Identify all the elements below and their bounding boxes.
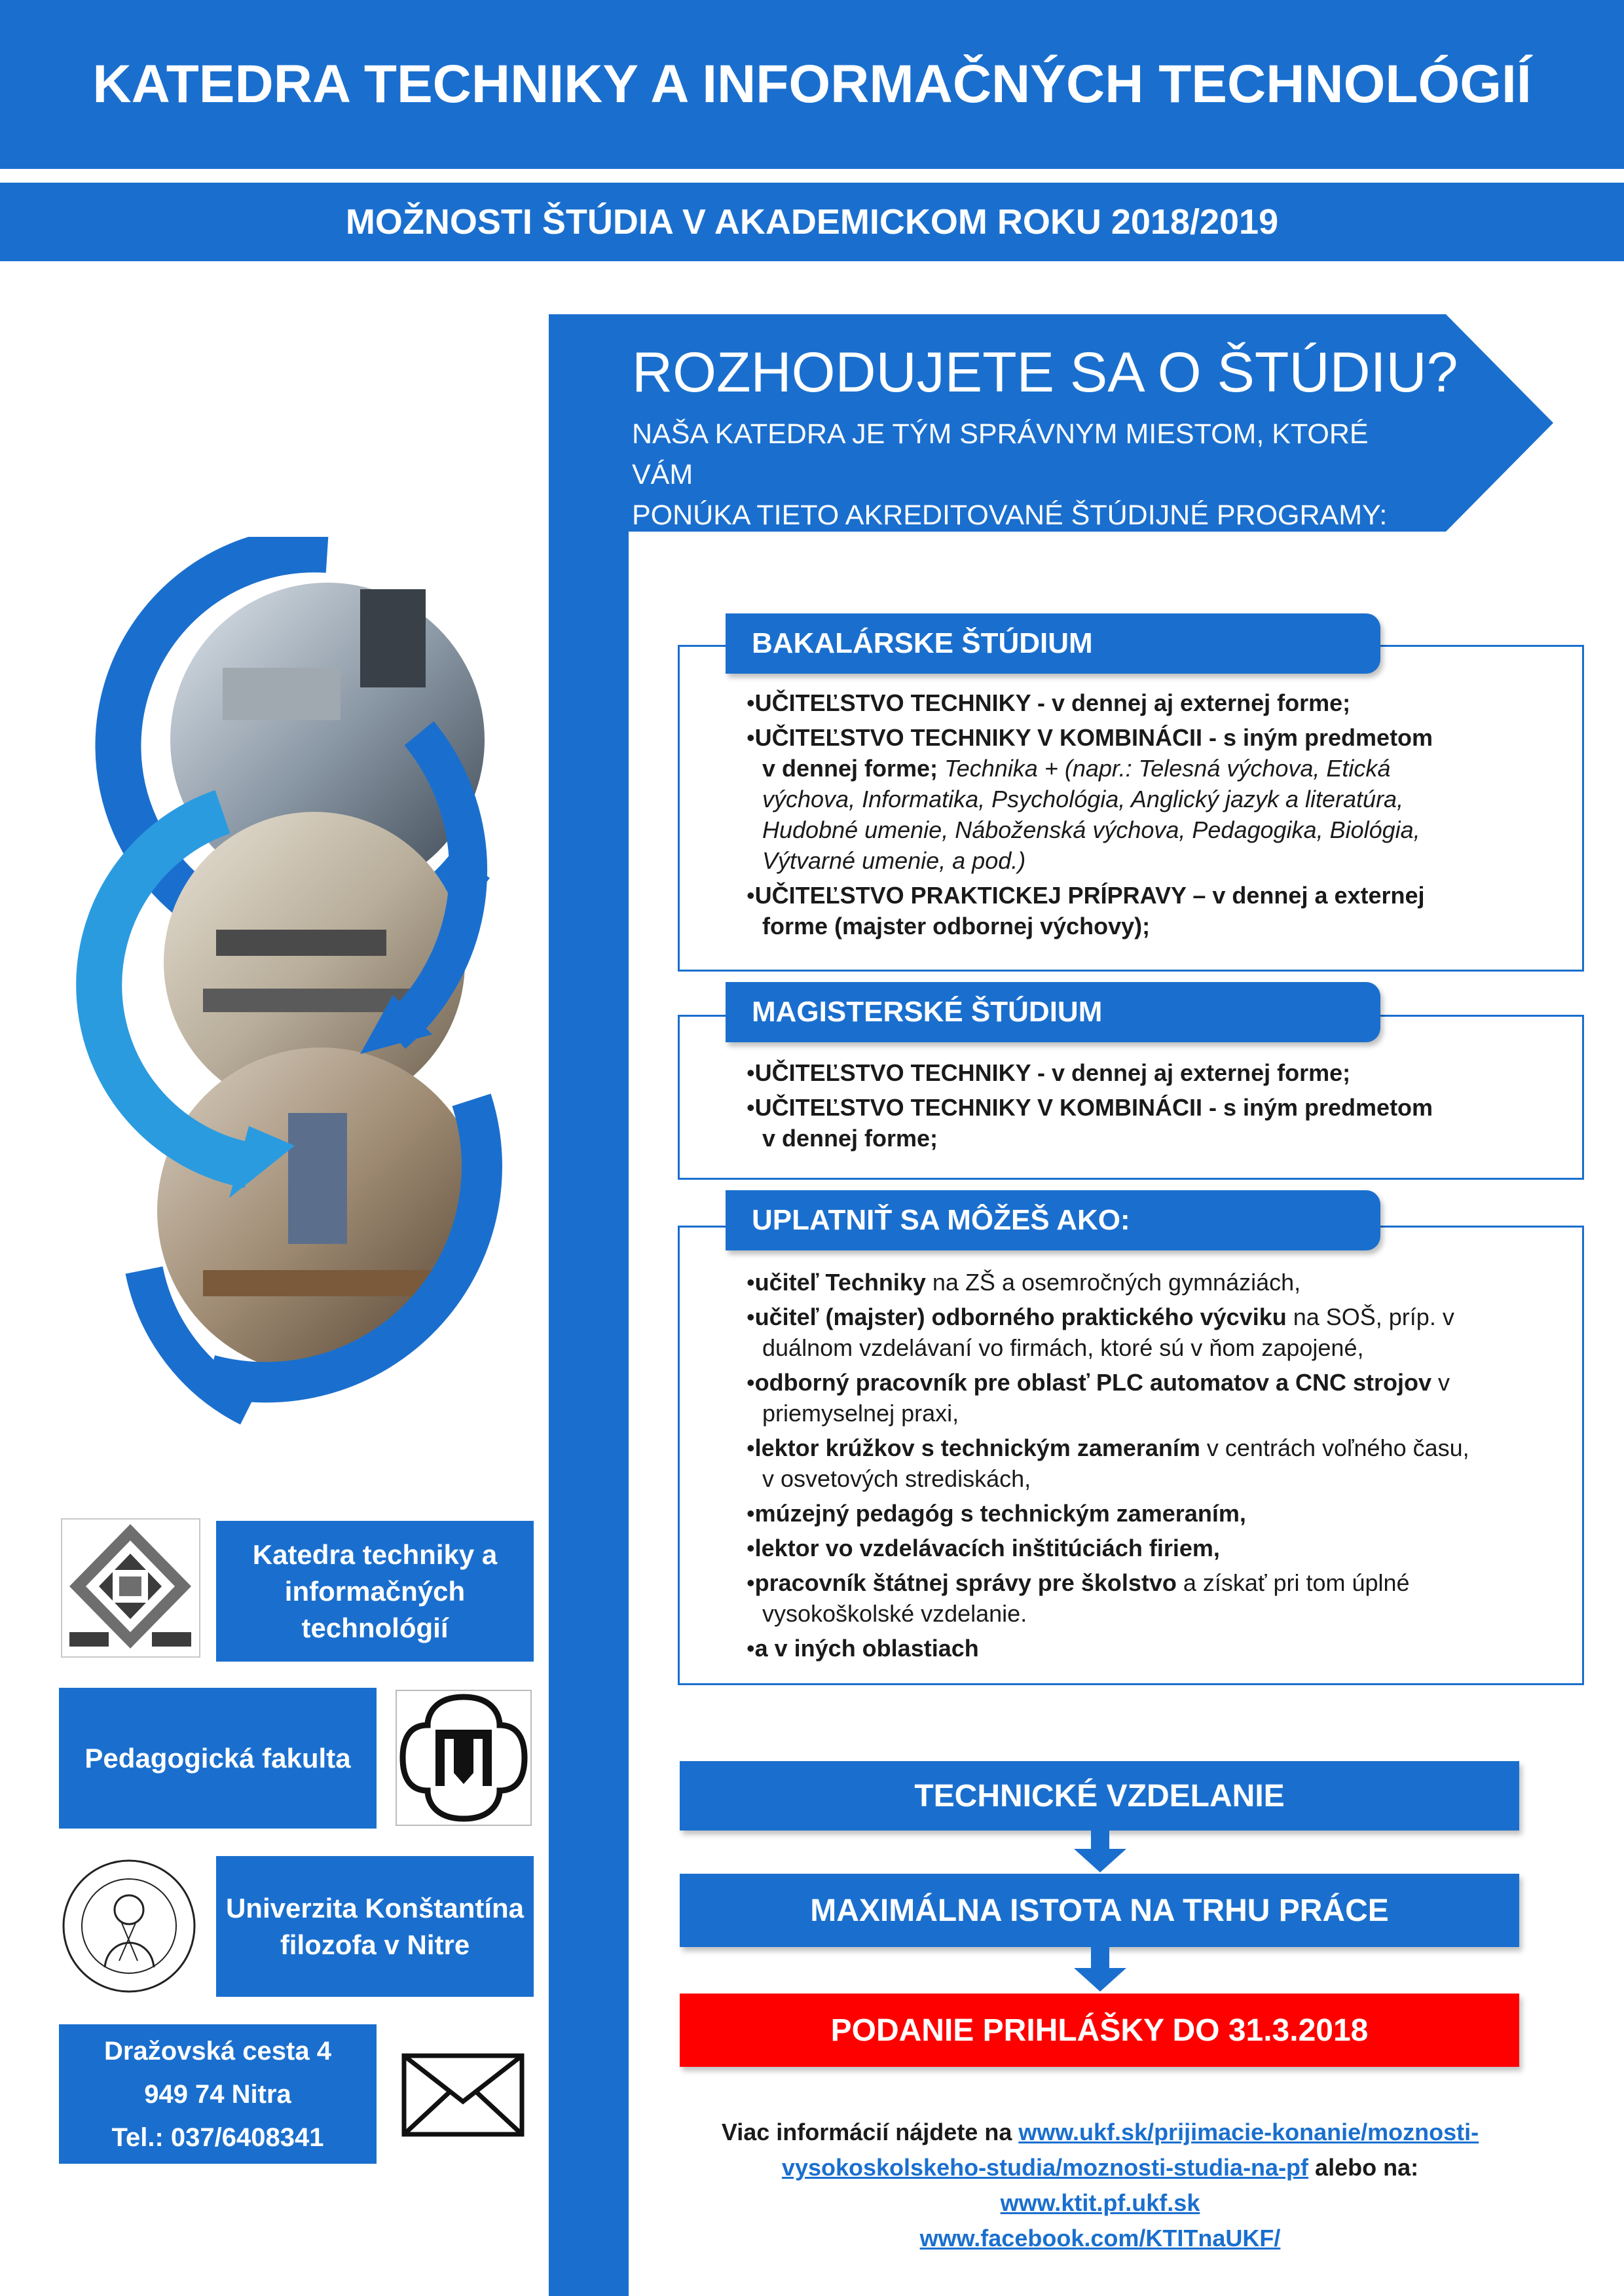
page-subtitle: MOŽNOSTI ŠTÚDIA V AKADEMICKOM ROKU 2018/2019 (0, 183, 1624, 261)
arrow-down-icon (1074, 1827, 1126, 1872)
intro-question: ROZHODUJETE SA O ŠTÚDIU? (632, 341, 1458, 404)
list-item: •lektor krúžkov s technickým zameraním v centrách voľného času, v osvetových strediskách, (747, 1434, 1469, 1492)
flow-step-2: MAXIMÁLNA ISTOTA NA TRHU PRÁCE (680, 1874, 1519, 1947)
list-item: •lektor vo vzdelávacích inštitúciách firiem, (747, 1535, 1220, 1561)
bachelor-list (747, 687, 1565, 945)
list-item: •UČITEĽSTVO PRAKTICKEJ PRÍPRAVY – v dennej a externej forme (majster odbornej výchovy); (747, 882, 1425, 939)
intro-line-1: NAŠA KATEDRA JE TÝM SPRÁVNYM MIESTOM, KTORÉ VÁM (632, 418, 1369, 490)
info-mid: alebo na: (1308, 2154, 1419, 2181)
list-item: •múzejný pedagóg s technickým zameraním, (747, 1500, 1246, 1527)
address-city: 949 74 Nitra (144, 2079, 291, 2109)
faculty-logo-icon (395, 1689, 532, 1827)
careers-heading: UPLATNIŤ SA MÔŽEŠ AKO: (726, 1190, 1380, 1250)
ukf-link[interactable]: www.ukf.sk/prijimacie-konanie/moznosti- (1018, 2119, 1479, 2145)
department-logo-icon (60, 1518, 201, 1658)
list-item: •učiteľ (majster) odborného praktického výcviku na SOŠ, príp. v duálnom vzdelávaní vo firmách, ktoré sú v ňom zapojené, (747, 1303, 1454, 1361)
flow-step-1: TECHNICKÉ VZDELANIE (680, 1761, 1519, 1831)
list-item: •odborný pracovník pre oblasť PLC automatov a CNC strojov v priemyselnej praxi, (747, 1369, 1450, 1427)
list-item: •a v iných oblastiach (747, 1635, 979, 1662)
master-heading: MAGISTERSKÉ ŠTÚDIUM (726, 982, 1380, 1042)
master-list (747, 1057, 1565, 1157)
info-lead: Viac informácií nájdete na (721, 2119, 1019, 2145)
list-item: •UČITEĽSTVO TECHNIKY V KOMBINÁCII - s iným predmetom v dennej forme; (747, 1094, 1433, 1152)
envelope-icon (401, 2052, 525, 2138)
intro-line-2: PONÚKA TIETO AKREDITOVANÉ ŠTÚDIJNÉ PROGRAMY: (632, 500, 1388, 531)
arrow-down-icon (1074, 1944, 1126, 1992)
faculty-name: Pedagogická fakulta (59, 1688, 377, 1829)
more-info (681, 2115, 1519, 2256)
ktit-link[interactable]: www.ktit.pf.ukf.sk (1000, 2189, 1200, 2216)
university-name: Univerzita Konštantína filozofa v Nitre (216, 1856, 534, 1997)
address-block (59, 2024, 377, 2164)
ukf-link-cont[interactable]: vysokoskolskeho-studia/moznosti-studia-na-pf (781, 2154, 1309, 2181)
photo-arrows-icon (52, 537, 576, 1434)
department-name: Katedra techniky a informačných technológií (216, 1521, 534, 1662)
address-street: Dražovská cesta 4 (104, 2036, 331, 2066)
list-item: •učiteľ Techniky na ZŠ a osemročných gymnáziách, (747, 1269, 1301, 1296)
page-title: KATEDRA TECHNIKY A INFORMAČNÝCH TECHNOLÓGIÍ (0, 0, 1624, 169)
list-item: •UČITEĽSTVO TECHNIKY - v dennej aj externej forme; (747, 689, 1351, 716)
flow-step-3: PODANIE PRIHLÁŠKY DO 31.3.2018 (680, 1994, 1519, 2067)
facebook-link[interactable]: www.facebook.com/KTITnaUKF/ (919, 2225, 1281, 2251)
university-seal-icon (59, 1856, 200, 1997)
list-item: •pracovník štátnej správy pre školstvo a získať pri tom úplné vysokoškolské vzdelanie. (747, 1569, 1410, 1627)
intro-text (632, 414, 1405, 536)
list-item: •UČITEĽSTVO TECHNIKY V KOMBINÁCII - s iným predmetom v dennej forme; Technika + (napr.: Telesná výchova, Etická výchova, Informatika, Psychológia, Anglický jazyk a literatúra, Hudobné umenie, Náboženská výchova, Pedagogika, Biológia, Výtvarné umenie, a pod.) (747, 724, 1433, 874)
phone-number: Tel.: 037/6408341 (111, 2123, 324, 2152)
bachelor-heading: BAKALÁRSKE ŠTÚDIUM (726, 613, 1380, 674)
careers-list (747, 1267, 1565, 1667)
list-item: •UČITEĽSTVO TECHNIKY - v dennej aj externej forme; (747, 1059, 1351, 1086)
